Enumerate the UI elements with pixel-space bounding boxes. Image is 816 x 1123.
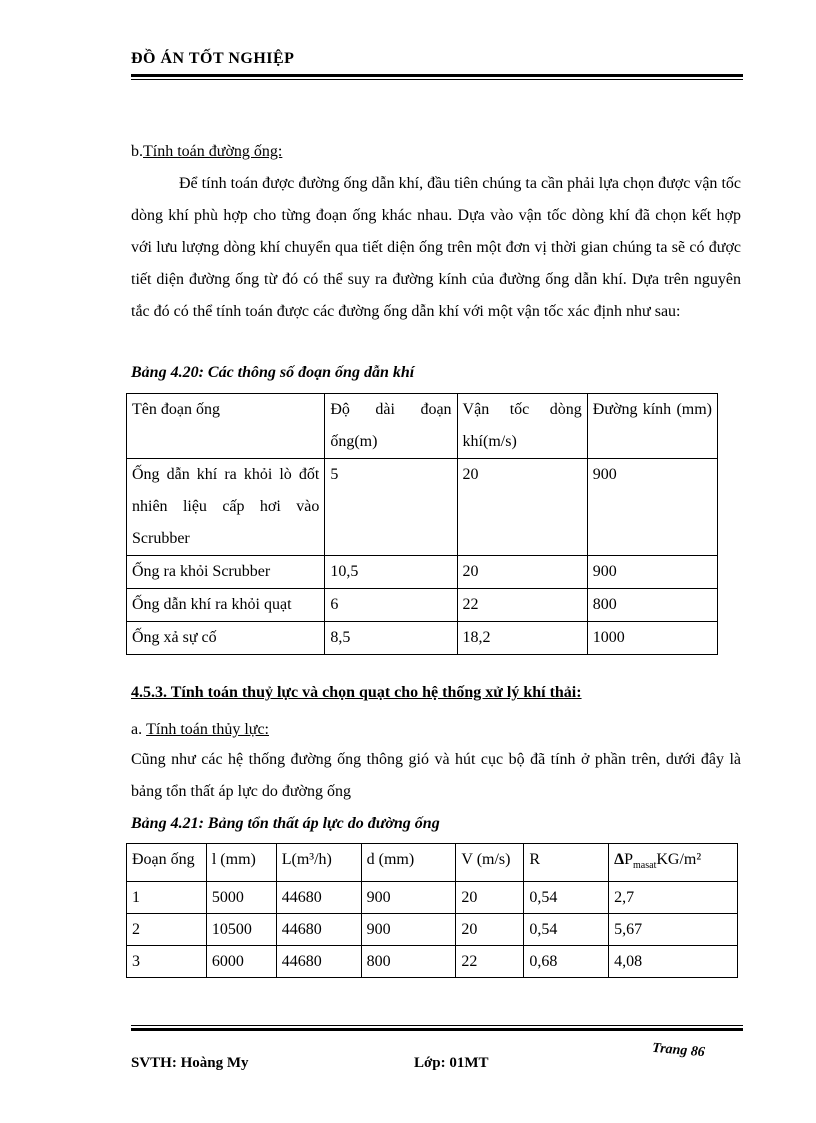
table-header-cell: R [524, 844, 609, 882]
table-cell: 5000 [206, 882, 276, 914]
table-cell: 10500 [206, 914, 276, 946]
table-cell: 10,5 [325, 556, 457, 589]
footer-rule-thick [131, 1028, 743, 1031]
table-cell: 20 [457, 459, 587, 556]
section-453a-heading [131, 714, 269, 746]
section-b-heading [131, 136, 282, 168]
table2-caption: Bảng 4.21: Bảng tổn thất áp lực do đường ống [131, 815, 440, 832]
table-cell: 6 [325, 589, 457, 622]
table-cell: 900 [587, 459, 717, 556]
page-header-title: ĐỒ ÁN TỐT NGHIỆP [131, 50, 295, 67]
section-453a-prefix: a. [131, 721, 143, 738]
table-header-cell: Đường kính (mm) [587, 394, 717, 459]
table-cell: 44680 [276, 914, 361, 946]
table-cell: 44680 [276, 946, 361, 978]
table-header-cell: Độ dài đoạn ống(m) [325, 394, 457, 459]
pressure-subscript: masat [633, 860, 657, 872]
section-453-paragraph: Cũng như các hệ thống đường ống thông gió và hút cục bộ đã tính ở phần trên, dưới đây là bảng tổn thất áp lực do đường ống [131, 751, 741, 800]
header-rule-thick [131, 74, 743, 77]
table-cell: 800 [361, 946, 456, 978]
table-row [127, 882, 738, 914]
section-453-title: 4.5.3. Tính toán thuỷ lực và chọn quạt cho hệ thống xử lý khí thải: [131, 684, 582, 701]
table-row [127, 622, 718, 655]
table-header-cell: Tên đoạn ống [127, 394, 325, 459]
table-row [127, 556, 718, 589]
section-b-prefix: b. [131, 143, 143, 160]
table-row [127, 589, 718, 622]
section-b-title: Tính toán đường ống: [143, 143, 283, 160]
table-cell: Ống dẫn khí ra khỏi quạt [127, 589, 325, 622]
table-cell: 5 [325, 459, 457, 556]
table-row [127, 946, 738, 978]
table-cell: 900 [361, 882, 456, 914]
table-cell: 2,7 [609, 882, 738, 914]
table-cell: 44680 [276, 882, 361, 914]
table-cell: 0,68 [524, 946, 609, 978]
table-cell: 20 [456, 914, 524, 946]
table-cell: 1 [127, 882, 207, 914]
table-cell: 900 [361, 914, 456, 946]
table-cell: Ống xả sự cố [127, 622, 325, 655]
footer-class: Lớp: 01MT [414, 1055, 489, 1071]
footer-page-number: Trang 86 [651, 1040, 706, 1061]
pipe-params-table [126, 393, 718, 655]
table-cell: 900 [587, 556, 717, 589]
table-cell: 8,5 [325, 622, 457, 655]
table-cell: 3 [127, 946, 207, 978]
table-cell: 18,2 [457, 622, 587, 655]
delta-symbol: Δ [614, 851, 625, 868]
table-cell: 22 [457, 589, 587, 622]
table-cell: 800 [587, 589, 717, 622]
table-cell: 20 [457, 556, 587, 589]
table-row [127, 459, 718, 556]
header-rule-thin [131, 79, 743, 80]
table-header-cell-pressure-loss [609, 844, 738, 882]
table-cell: 4,08 [609, 946, 738, 978]
pressure-loss-table [126, 843, 738, 978]
table-cell: 22 [456, 946, 524, 978]
table-header-row [127, 844, 738, 882]
footer-rule-thin [131, 1025, 743, 1026]
footer-student: SVTH: Hoàng My [131, 1055, 249, 1071]
table-header-cell: l (mm) [206, 844, 276, 882]
table-cell: 6000 [206, 946, 276, 978]
table-header-cell: Vận tốc dòng khí(m/s) [457, 394, 587, 459]
table-cell: 1000 [587, 622, 717, 655]
table1-caption: Bảng 4.20: Các thông số đoạn ống dẫn khí [131, 364, 415, 381]
table-row [127, 914, 738, 946]
table-header-cell: V (m/s) [456, 844, 524, 882]
table-header-cell: L(m³/h) [276, 844, 361, 882]
section-453a-title: Tính toán thủy lực: [146, 721, 269, 738]
table-header-row [127, 394, 718, 459]
table-cell: 0,54 [524, 882, 609, 914]
table-header-cell: Đoạn ống [127, 844, 207, 882]
table-cell: Ống ra khỏi Scrubber [127, 556, 325, 589]
table-cell: 20 [456, 882, 524, 914]
table-cell: 2 [127, 914, 207, 946]
pressure-unit: KG/m² [656, 851, 702, 868]
table-cell: 0,54 [524, 914, 609, 946]
table-cell: Ống dẫn khí ra khỏi lò đốt nhiên liệu cấp hơi vào Scrubber [127, 459, 325, 556]
section-b-paragraph: Để tính toán được đường ống dẫn khí, đầu tiên chúng ta cần phải lựa chọn được vận tốc dòng khí phù hợp cho từng đoạn ống khác nhau. Dựa vào vận tốc dòng khí đã chọn kết hợp với lưu lượng dòng khí chuyển qua tiết diện ống trên một đơn vị thời gian chúng ta sẽ có được tiết diện đường ống từ đó có thể suy ra đường kính của đường ống dẫn khí. Dựa trên nguyên tắc đó có thể tính toán được các đường ống dẫn khí với một vận tốc xác định như sau: [131, 175, 741, 320]
pressure-symbol: P [624, 851, 634, 868]
table-header-cell: d (mm) [361, 844, 456, 882]
table-cell: 5,67 [609, 914, 738, 946]
